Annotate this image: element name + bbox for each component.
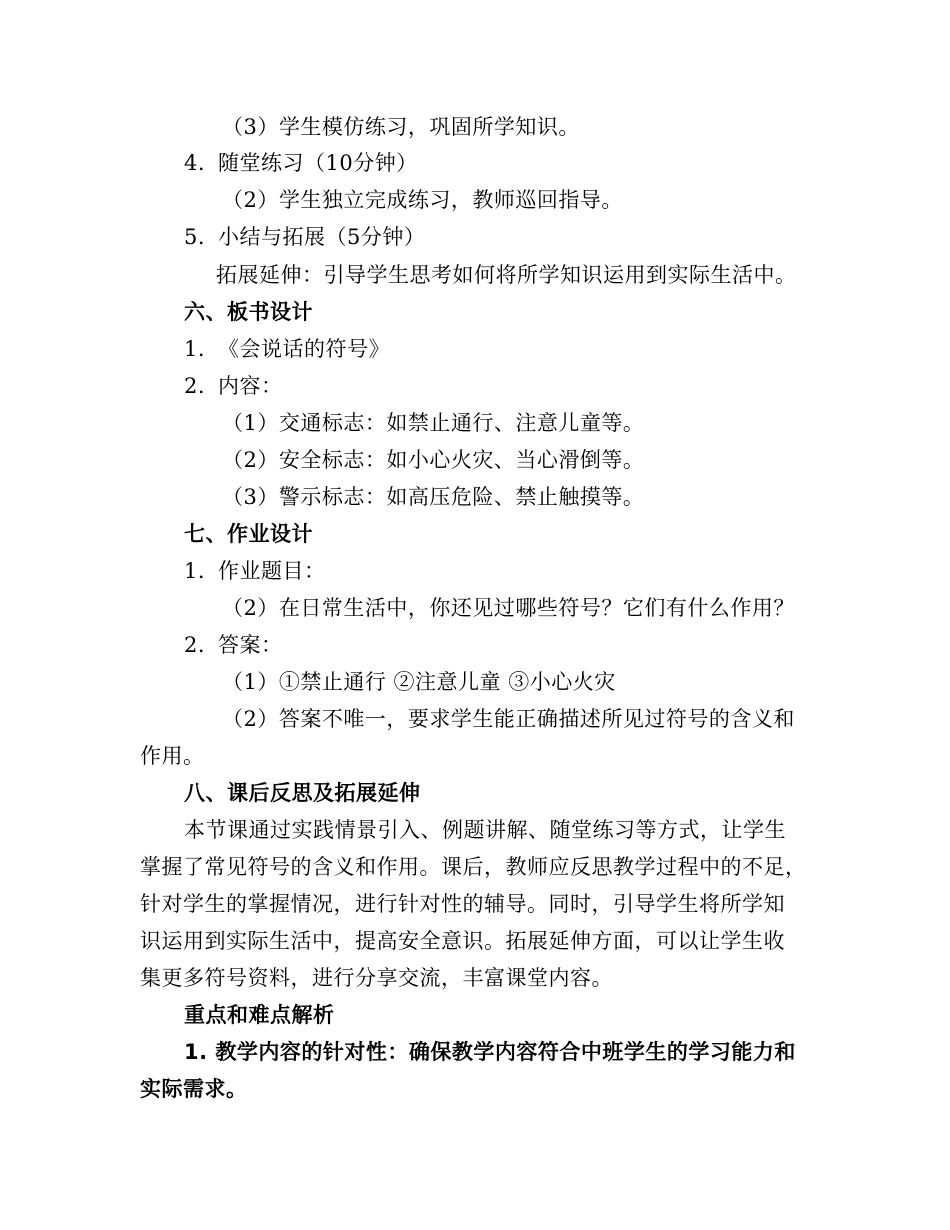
section-heading: 七、作业设计: [184, 522, 313, 546]
section-heading: 重点和难点解析: [184, 1003, 335, 1027]
section-heading: 八、课后反思及拓展延伸: [184, 781, 421, 805]
bold-paragraph-line: 1. 教学内容的针对性：确保教学内容符合中班学生的学习能力和: [184, 1040, 796, 1064]
paragraph-line: 本节课通过实践情景引入、例题讲解、随堂练习等方式，让学生: [184, 818, 786, 842]
list-item-text: 《会说话的符号》: [218, 337, 390, 361]
text-line: （1）交通标志：如禁止通行、注意儿童等。: [222, 411, 645, 435]
list-number: 1.: [184, 559, 206, 583]
list-item: [184, 223, 425, 251]
list-item-text: 作业题目：: [218, 559, 326, 583]
list-item-text: 随堂练习（10分钟）: [218, 151, 418, 175]
text-line: （2）在日常生活中，你还见过哪些符号？它们有什么作用？: [222, 596, 795, 620]
text-line: 拓展延伸：引导学生思考如何将所学知识运用到实际生活中。: [216, 263, 797, 287]
list-item: [184, 557, 326, 585]
text-line: （3）警示标志：如高压危险、禁止触摸等。: [222, 485, 645, 509]
text-line: （2）学生独立完成练习，教师巡回指导。: [222, 188, 623, 212]
section-heading: 六、板书设计: [184, 300, 313, 324]
list-item-text: 内容：: [218, 374, 283, 398]
list-number: 4.: [184, 151, 206, 175]
paragraph-line: 识运用到实际生活中，提高安全意识。拓展延伸方面，可以让学生收: [140, 929, 785, 953]
paragraph-line: 掌握了常见符号的含义和作用。课后，教师应反思教学过程中的不足，: [140, 855, 807, 879]
bold-paragraph-line: 实际需求。: [140, 1077, 248, 1101]
paragraph-line: 针对学生的掌握情况，进行针对性的辅导。同时，引导学生将所学知: [140, 892, 785, 916]
list-number: 5.: [184, 225, 206, 249]
text-line: （1）①禁止通行 ②注意儿童 ③小心火灾: [222, 670, 616, 694]
list-number: 2.: [184, 374, 206, 398]
list-number: 1.: [184, 337, 206, 361]
list-number: 2.: [184, 633, 206, 657]
list-item-text: 答案：: [218, 633, 283, 657]
text-line: （3）学生模仿练习，巩固所学知识。: [222, 115, 580, 139]
text-line: 作用。: [140, 744, 205, 768]
text-line: （2）安全标志：如小心火灾、当心滑倒等。: [222, 448, 645, 472]
paragraph-line: 集更多符号资料，进行分享交流，丰富课堂内容。: [140, 966, 613, 990]
text-line: （2）答案不唯一，要求学生能正确描述所见过符号的含义和: [222, 707, 795, 731]
list-item: [184, 631, 283, 659]
list-item: [184, 372, 283, 400]
list-item-text: 小结与拓展（5分钟）: [218, 225, 426, 249]
list-item: [184, 149, 418, 177]
list-item: [184, 335, 390, 363]
